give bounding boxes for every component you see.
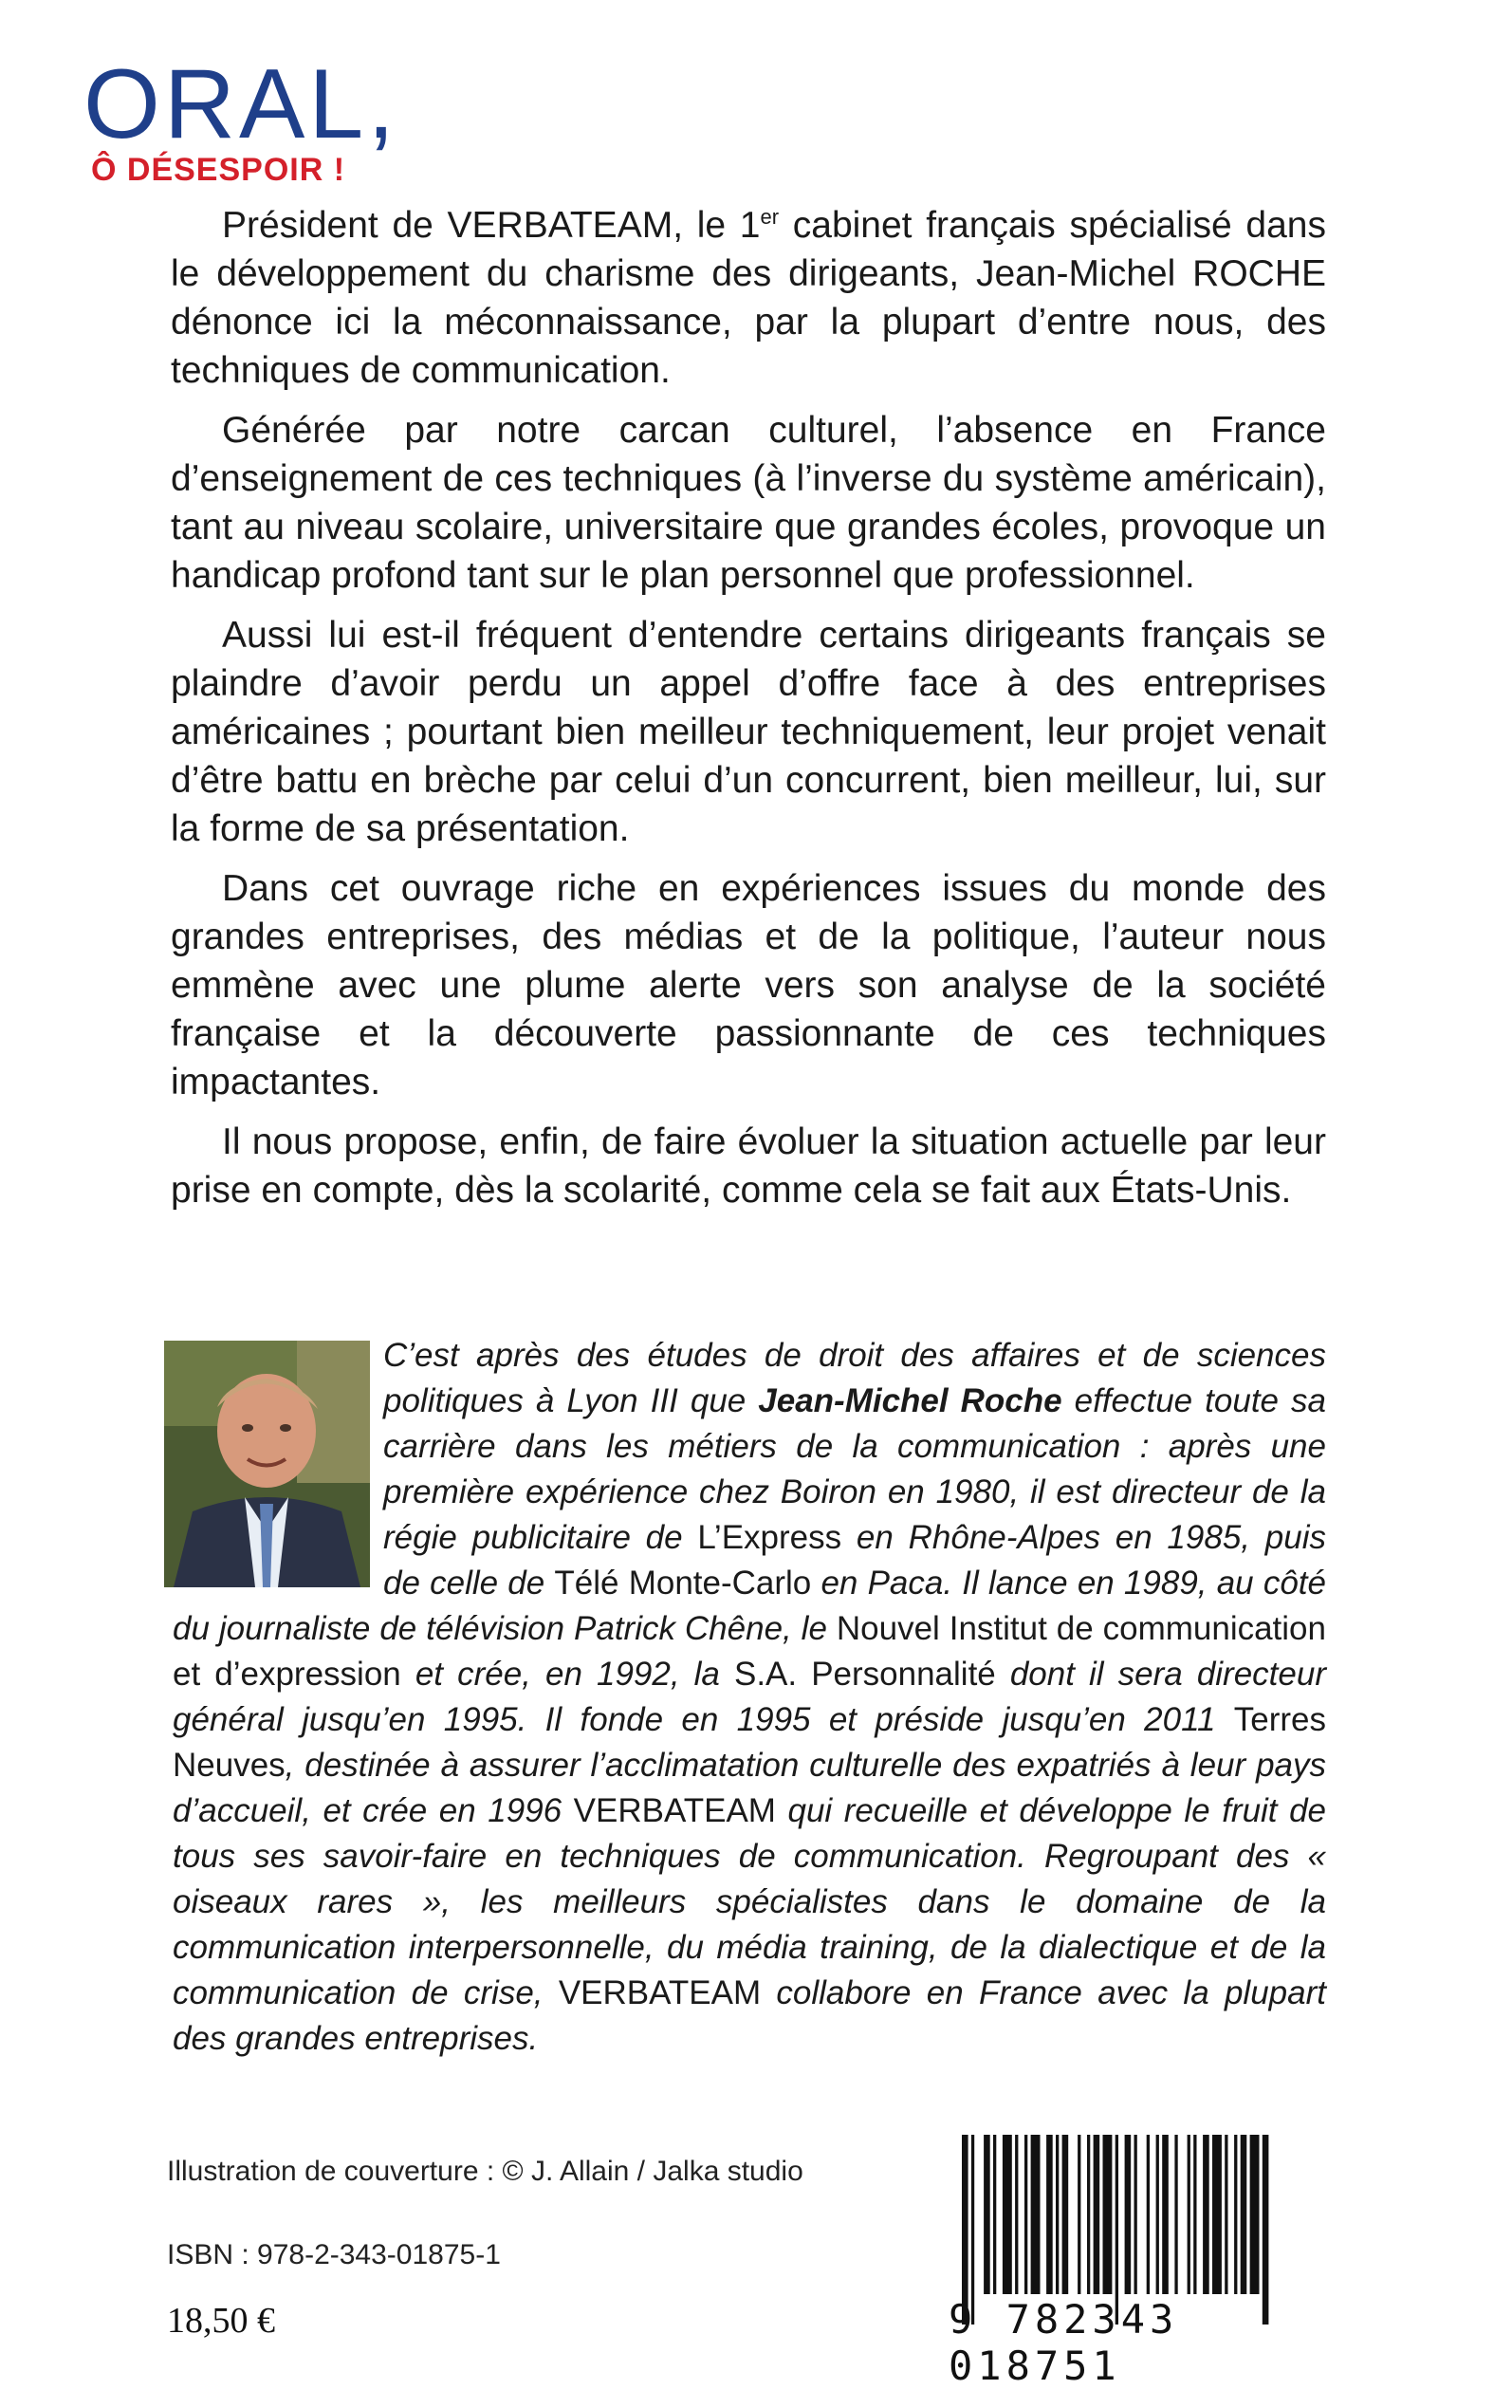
bio-text: qui recueille et développe le fruit de tous ses savoir-faire en techniques de communication. Regroupant des « oiseaux rares », les meilleurs spécialistes dans le domaine de la communication interpersonnelle, du média training, de la dialectique et de la communication de crise, <box>173 1792 1326 2011</box>
bio-text: en Paca. Il lance en 1989, au côté du journaliste de télévision Patrick Chêne, le <box>173 1565 1326 1647</box>
author-biography <box>173 1333 1326 2062</box>
barcode-bar <box>1062 2135 1069 2294</box>
blurb-text: Président de VERBATEAM, le 1 <box>222 205 761 246</box>
barcode-bar <box>1134 2135 1137 2294</box>
barcode-number: 9 782343 018751 <box>949 2296 1179 2389</box>
back-cover-blurb <box>171 201 1326 1226</box>
barcode-bar <box>984 2135 990 2294</box>
bio-upright: VERBATEAM <box>573 1792 776 1829</box>
barcode-bar <box>1162 2135 1169 2294</box>
barcode-bar <box>1094 2135 1100 2294</box>
barcode-bar <box>1125 2135 1132 2294</box>
barcode-bar <box>1188 2135 1190 2294</box>
bio-upright: S.A. <box>733 1656 798 1693</box>
bio-upright: Télé Monte-Carlo <box>554 1565 812 1602</box>
barcode-bar <box>1156 2135 1159 2294</box>
blurb-paragraph-2: Générée par notre carcan culturel, l’absence en France d’enseignement de ces techniques (à l’inverse du système américain), tant au niveau scolaire, universitaire que grandes écoles, provoque un handicap profond tant sur le plan personnel que professionnel. <box>171 410 1326 596</box>
book-title: ORAL, <box>83 49 399 159</box>
blurb-paragraph-1 <box>171 201 1326 395</box>
bio-text: C’est après des études de droit des affaires et de sciences politiques à Lyon III que <box>383 1337 1326 1419</box>
blurb-text: cabinet français spécialisé dans le développement du charisme des dirigeants, Jean-Michel ROCHE dénonce ici la méconnaissance, par la plupart d’entre nous, des techniques de communication. <box>171 205 1326 391</box>
bio-upright: Personnalité <box>811 1656 996 1693</box>
price: 18,50 € <box>167 2301 275 2341</box>
blurb-paragraph-4: Dans cet ouvrage riche en expériences issues du monde des grandes entreprises, des médias et de la politique, l’auteur nous emmène avec une plume alerte vers son analyse de la société française et la découverte passionnante de ces techniques impactantes. <box>171 868 1326 1102</box>
barcode-bar <box>1193 2135 1196 2294</box>
barcode-bar <box>1078 2135 1080 2294</box>
bio-text <box>797 1656 811 1693</box>
bio-upright: Nouvel Institut de communication et d’expression <box>173 1610 1326 1693</box>
bio-upright: VERBATEAM <box>558 1974 762 2011</box>
book-subtitle: Ô DÉSESPOIR ! <box>91 152 346 188</box>
barcode-bar <box>1024 2135 1027 2294</box>
barcode-bar <box>993 2135 996 2294</box>
barcode-bar <box>1234 2135 1237 2294</box>
barcode-bar <box>1031 2135 1041 2294</box>
bio-text: collabore en France avec la plupart des grandes entreprises. <box>173 1974 1326 2057</box>
bio-text: et crée, en 1992, la <box>400 1656 734 1693</box>
illustration-credit: Illustration de couverture : © J. Allain / Jalka studio <box>167 2156 803 2187</box>
barcode-bar <box>1174 2135 1177 2294</box>
blurb-paragraph-3: Aussi lui est-il fréquent d’entendre certains dirigeants français se plaindre d’avoir perdu un appel d’offre face à des entreprises américaines ; pourtant bien meilleur techniquement, leur projet venait d’être battu en brèche par celui d’un concurrent, bien meilleur, lui, sur la forme de sa présentation. <box>171 615 1326 849</box>
barcode-bar <box>1147 2135 1150 2294</box>
bio-upright: L’Express <box>697 1519 842 1556</box>
barcode-bar <box>1046 2135 1053 2294</box>
superscript: er <box>760 205 780 229</box>
isbn: ISBN : 978-2-343-01875-1 <box>167 2239 501 2270</box>
author-name: Jean-Michel Roche <box>758 1382 1062 1419</box>
barcode-bar <box>1241 2135 1247 2294</box>
barcode-bar <box>1203 2135 1209 2294</box>
bio-text: effectue toute sa carrière dans les métiers de la communication : après une première expérience chez Boiron en 1980, il est directeur de la régie publicitaire de <box>383 1382 1326 1556</box>
barcode-bar <box>1087 2135 1090 2294</box>
barcode-bar <box>1003 2135 1012 2294</box>
photo-spacer <box>173 1333 383 1594</box>
book-title-block <box>83 49 399 189</box>
barcode-bar <box>1056 2135 1059 2294</box>
bio-text: en Rhône-Alpes en 1985, puis de celle de <box>383 1519 1326 1602</box>
barcode-bar <box>1250 2135 1260 2294</box>
barcode-bar <box>1212 2135 1222 2294</box>
barcode-bar <box>1103 2135 1113 2294</box>
barcode-bar <box>1225 2135 1227 2294</box>
blurb-paragraph-5: Il nous propose, enfin, de faire évoluer la situation actuelle par leur prise en compte, dès la scolarité, comme cela se fait aux États-Unis. <box>171 1121 1326 1211</box>
barcode-bar <box>1015 2135 1018 2294</box>
bio-text: dont il sera directeur général jusqu’en 1995. Il fonde en 1995 et préside jusqu’en 2011 <box>173 1656 1326 1738</box>
bio-text: , destinée à assurer l’acclimatation culturelle des expatriés à leur pays d’accueil, et crée en 1996 <box>173 1747 1326 1829</box>
bio-upright: Terres Neuves <box>173 1701 1326 1784</box>
